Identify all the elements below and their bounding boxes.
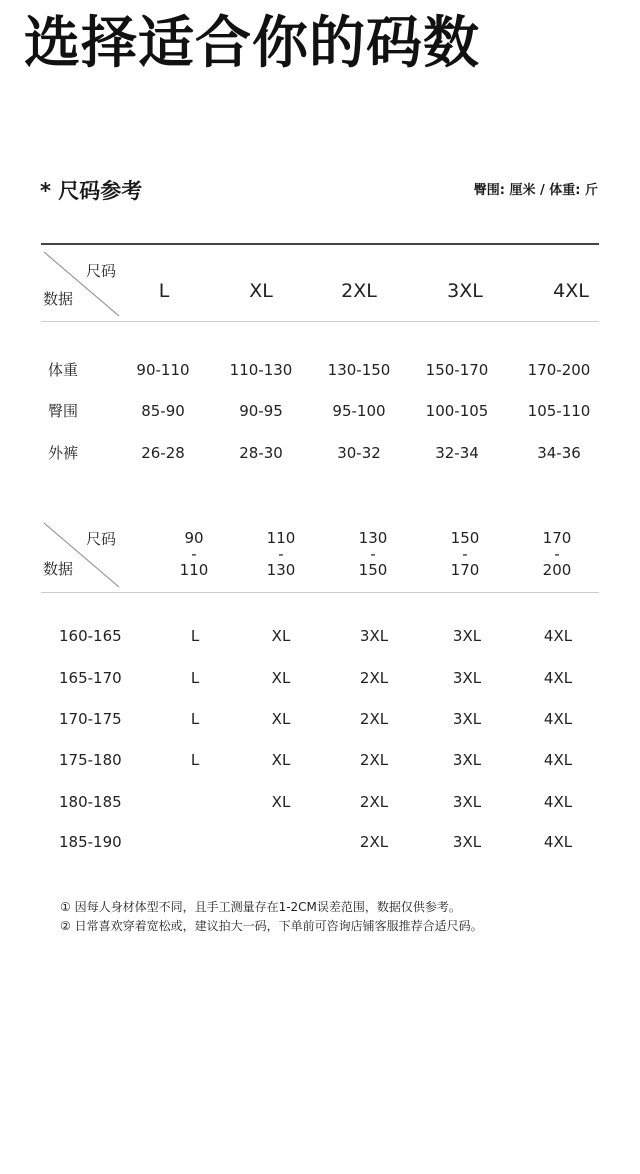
table2-cell: 2XL	[359, 793, 389, 811]
table2-cell: 3XL	[359, 627, 389, 645]
table2-cell: 3XL	[452, 793, 482, 811]
table2-cell: 3XL	[452, 710, 482, 728]
table2-cell: 2XL	[359, 669, 389, 687]
table2-row-label: 170-175	[59, 710, 122, 728]
table2-header-bottom: 170	[450, 561, 480, 579]
table2-row-label: 175-180	[59, 751, 122, 769]
note-line: ② 日常喜欢穿着宽松或，建议拍大一码，下单前可咨询店铺客服推荐合适尺码。	[60, 919, 483, 933]
table2-cell: L	[190, 710, 200, 728]
table2-cell: 2XL	[359, 751, 389, 769]
unit-note: 臀围: 厘米 / 体重: 斤	[473, 183, 598, 198]
table2-header-cell	[359, 530, 388, 578]
table1-header-cell: L	[158, 280, 170, 302]
table2-header-cell	[180, 530, 209, 578]
table2-header-sep: -	[370, 545, 376, 563]
table1-header-cell: 2XL	[341, 280, 377, 302]
table2-cell: 4XL	[543, 751, 573, 769]
table2-cell: XL	[271, 627, 291, 645]
table2-cell: 4XL	[543, 833, 573, 851]
table1-cell: 95-100	[332, 402, 386, 420]
table1-cell: 130-150	[327, 361, 391, 379]
table2-cell: XL	[271, 751, 291, 769]
table2-header-cell	[451, 530, 480, 578]
table1-cell: 90-110	[136, 361, 190, 379]
table1-cell: 85-90	[141, 402, 185, 420]
section-title: * 尺码参考	[40, 179, 143, 203]
table2-header-bottom: 130	[266, 561, 296, 579]
table1-header-cell: 3XL	[447, 280, 483, 302]
table2-header-top: 150	[450, 529, 480, 547]
table1-cell: 105-110	[527, 402, 591, 420]
table1-header-cell: XL	[249, 280, 273, 302]
table2-header-bottom: 150	[358, 561, 388, 579]
table2-header-bottom: 200	[542, 561, 572, 579]
table1-header-rule	[41, 321, 599, 322]
table2-header-sep: -	[554, 545, 560, 563]
table1-header-cell: 4XL	[553, 280, 589, 302]
table1-cell: 34-36	[537, 444, 581, 462]
table2-cell: XL	[271, 793, 291, 811]
table2-row-label: 165-170	[59, 669, 122, 687]
table1-cell: 150-170	[425, 361, 489, 379]
table2-header-top: 170	[542, 529, 572, 547]
table2-header-top: 90	[184, 529, 204, 547]
table1-cell: 26-28	[141, 444, 185, 462]
table2-cell: 4XL	[543, 669, 573, 687]
table2-row-label: 185-190	[59, 833, 122, 851]
table1-cell: 30-32	[337, 444, 381, 462]
table2-cell: 4XL	[543, 710, 573, 728]
table2-cell: L	[190, 669, 200, 687]
table2-row-label: 160-165	[59, 627, 122, 645]
note-line: ① 因每人身材体型不同，且手工测量存在1-2CM误差范围，数据仅供参考。	[60, 900, 461, 914]
table1-cell: 32-34	[435, 444, 479, 462]
table2-cell: 4XL	[543, 793, 573, 811]
table2-header-cell	[543, 530, 572, 578]
table1-corner-size-label: 尺码	[86, 262, 117, 280]
table1-row-label: 臀围	[48, 402, 79, 420]
page-title: 选择适合你的码数	[24, 11, 480, 76]
table2-header-bottom: 110	[179, 561, 209, 579]
table1-cell: 90-95	[239, 402, 283, 420]
table1-top-rule	[41, 243, 599, 245]
table2-corner-data-label: 数据	[43, 560, 74, 578]
table1-cell: 110-130	[229, 361, 293, 379]
table1-cell: 28-30	[239, 444, 283, 462]
table2-header-sep: -	[278, 545, 284, 563]
table2-header-cell	[267, 530, 296, 578]
table2-cell: 3XL	[452, 669, 482, 687]
table2-header-top: 110	[266, 529, 296, 547]
table2-header-sep: -	[462, 545, 468, 563]
notes	[60, 898, 483, 936]
table1-row-label: 外裤	[48, 444, 79, 462]
table2-corner-size-label: 尺码	[86, 530, 117, 548]
table2-header-rule	[41, 592, 599, 593]
table2-header-sep: -	[191, 545, 197, 563]
table1-cell: 100-105	[425, 402, 489, 420]
table2-cell: 2XL	[359, 710, 389, 728]
table2-cell: 3XL	[452, 833, 482, 851]
table2-cell: XL	[271, 710, 291, 728]
table2-cell: L	[190, 627, 200, 645]
table2-cell: 3XL	[452, 751, 482, 769]
table2-cell: L	[190, 751, 200, 769]
table2-cell: 2XL	[359, 833, 389, 851]
table2-cell: 4XL	[543, 627, 573, 645]
table2-header-top: 130	[358, 529, 388, 547]
table1-corner-data-label: 数据	[43, 290, 74, 308]
table1-cell: 170-200	[527, 361, 591, 379]
table2-row-label: 180-185	[59, 793, 122, 811]
table2-cell: 3XL	[452, 627, 482, 645]
table2-cell: XL	[271, 669, 291, 687]
table1-row-label: 体重	[48, 361, 79, 379]
